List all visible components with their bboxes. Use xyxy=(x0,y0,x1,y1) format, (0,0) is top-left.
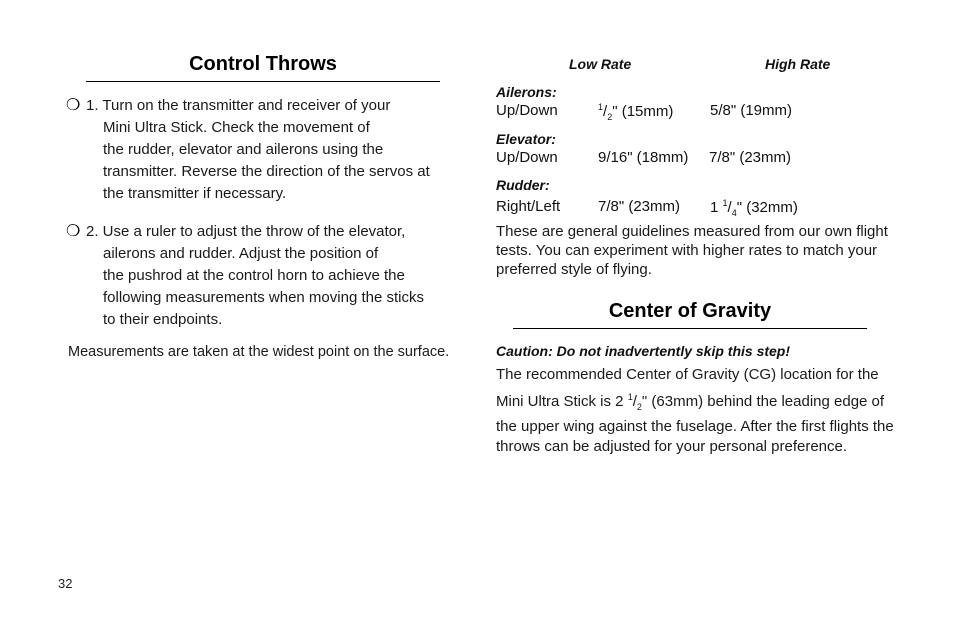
rudder-label: Rudder: xyxy=(496,177,550,193)
control-throws-heading: Control Throws xyxy=(189,53,337,75)
high-rate-header: High Rate xyxy=(765,56,831,72)
step-2-line-2: ailerons and rudder. Adjust the position of xyxy=(103,245,379,262)
checkbox-icon[interactable]: ❍ xyxy=(66,97,81,114)
ailerons-high-rate: 5/8" (19mm) xyxy=(710,102,793,119)
step-2-line-4: following measurements when moving the sticks xyxy=(103,289,424,306)
ailerons-label: Ailerons: xyxy=(496,84,557,100)
step-1-line-3: the rudder, elevator and ailerons using the xyxy=(103,141,384,158)
elevator-low-rate: 9/16" (18mm) xyxy=(598,149,689,166)
step-1 xyxy=(66,95,446,205)
center-of-gravity-rule xyxy=(513,328,867,329)
ailerons-direction: Up/Down xyxy=(496,102,558,119)
ailerons-low-rate: $^1/_2$" (15mm) xyxy=(598,102,674,122)
center-of-gravity-heading: Center of Gravity xyxy=(608,300,772,322)
caution-text: Caution: Do not inadvertently skip this step! xyxy=(496,343,791,359)
low-rate-header: Low Rate xyxy=(569,56,632,72)
rudder-high-rate: 1 $^1/_4$" (32mm) xyxy=(710,198,798,218)
cg-paragraph: The recommended Center of Gravity (CG) location for the Mini Ultra Stick is 2 $^1/_2$" (63mm) behind the leading edge of the upper wing against the fuselage. After the first flights the throws can be adjusted for your personal preference. xyxy=(496,366,894,455)
elevator-label: Elevator: xyxy=(496,131,556,147)
rudder-direction: Right/Left xyxy=(496,198,561,215)
step-2-line-3: the pushrod at the control horn to achieve the xyxy=(103,267,405,284)
rudder-low-rate: 7/8" (23mm) xyxy=(598,198,681,215)
step-2-line-1: 2. Use a ruler to adjust the throw of the elevator, xyxy=(86,223,406,240)
step-1-line-4: transmitter. Reverse the direction of the servos at xyxy=(103,163,430,180)
control-throws-rule xyxy=(86,81,440,82)
elevator-high-rate: 7/8" (23mm) xyxy=(709,149,792,166)
page-number: 32 xyxy=(58,576,73,591)
elevator-direction: Up/Down xyxy=(496,149,558,166)
checkbox-icon[interactable]: ❍ xyxy=(66,223,81,240)
step-1-line-1: 1. Turn on the transmitter and receiver of your xyxy=(86,97,391,114)
measurement-note: Measurements are taken at the widest point on the surface. xyxy=(68,344,450,360)
guidelines-paragraph: These are general guidelines measured from our own flight tests. You can experiment with higher rates to match your preferred style of flying. xyxy=(496,223,888,278)
step-2 xyxy=(66,221,446,331)
step-2-line-5: to their endpoints. xyxy=(103,311,223,328)
step-1-line-2: Mini Ultra Stick. Check the movement of xyxy=(103,119,370,136)
step-1-line-5: the transmitter if necessary. xyxy=(103,185,287,202)
